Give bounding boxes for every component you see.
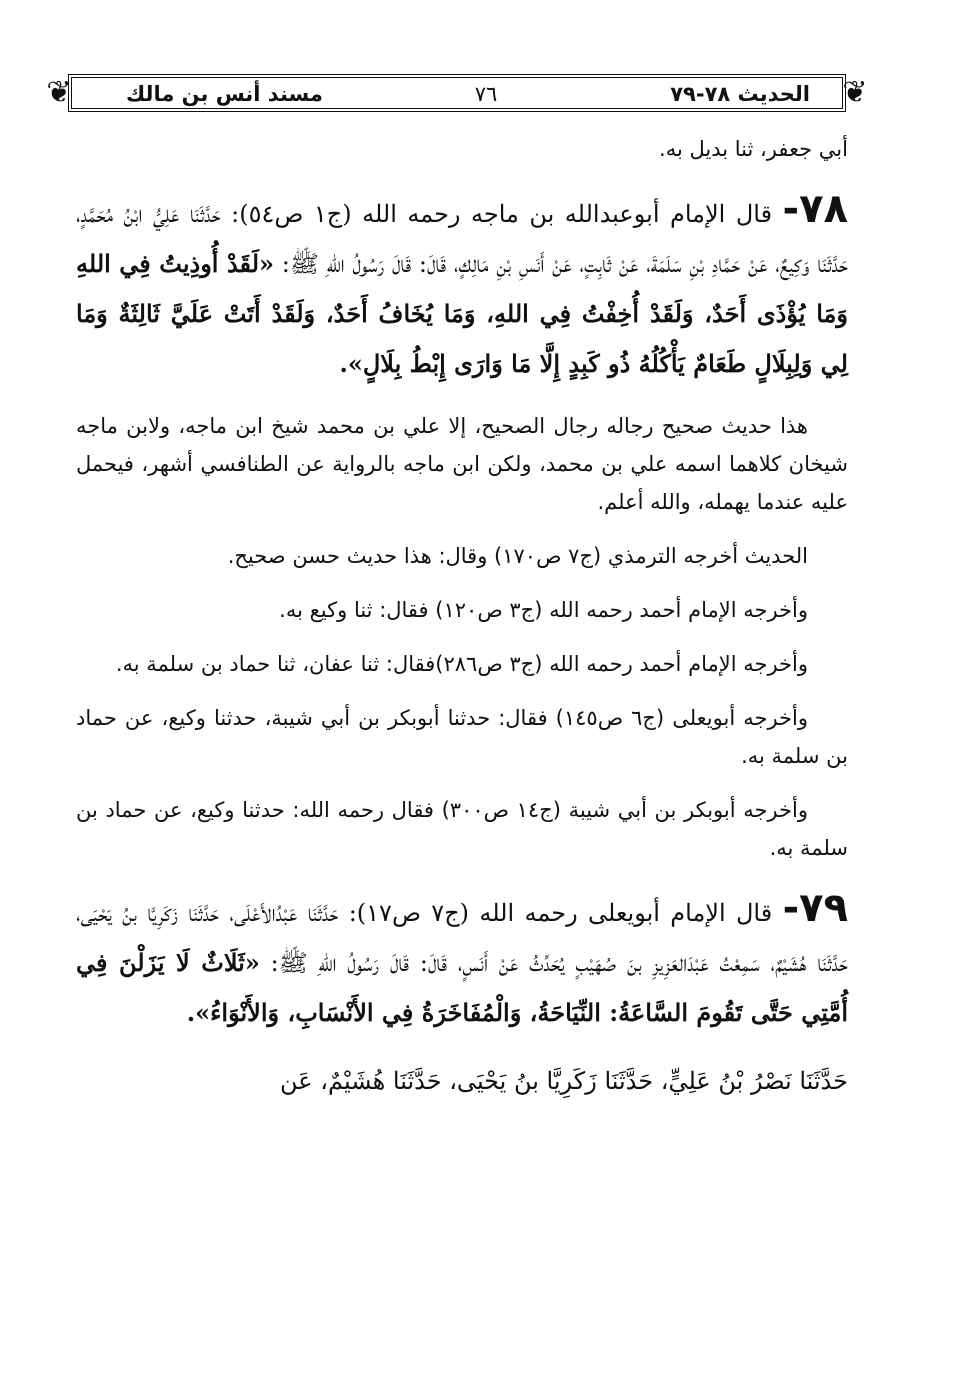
hadith-number-78: ٧٨- [782,186,848,232]
commentary-paragraph: الحديث أخرجه الترمذي (ج٧ ص١٧٠) وقال: هذا حديث حسن صحيح. [227,544,808,568]
commentary-paragraph: وأخرجه الإمام أحمد رحمه الله (ج٣ ص٢٨٦)فقال: ثنا عفان، ثنا حماد بن سلمة به. [115,652,808,676]
hadith-78-matn: «لَقَدْ أُوذِيتُ فِي اللهِ وَمَا يُؤْذَى أَحَدٌ، وَلَقَدْ أُخِفْتُ فِي اللهِ، وَمَا يُخَافُ أَحَدٌ، وَلَقَدْ أَتَتْ عَلَيَّ ثَالِثَةٌ وَمَا لِي وَلِبِلَالٍ طَعَامٌ يَأْكُلُهُ ذُو كَبِدٍ إِلَّا مَا وَارَى إِبْطُ بِلَالٍ». [76,249,848,378]
continuation-text: أبي جعفر، ثنا بديل به. [659,137,848,161]
hadith-78-isnad: قال الإمام أبوعبدالله بن ماجه رحمه الله (ج١ ص٥٤): حَدَّثَنَا عَلِيُّ ابْنُ مُحَمَّدٍ، حَدَّثَنَا وَكِيعٌ، عَنْ حَمَّادِ بْنِ سَلَمَةَ، عَنْ ثَابِتٍ، عَنْ أَنَسِ بْنِ مَالِكٍ، قَالَ: قَالَ رَسُولُ اللهِ ﷺ: [76,200,848,278]
commentary-paragraph: وأخرجه أبويعلى (ج٦ ص١٤٥) فقال: حدثنا أبوبكر بن أبي شيبة، حدثنا وكيع، عن حماد بن سلمة به. [76,706,848,768]
hadith-79 [76,883,848,1038]
commentary-paragraph: هذا حديث صحيح رجاله رجال الصحيح، إلا علي بن محمد شيخ ابن ماجه، ولابن ماجه شيخان كلاهما اسمه علي بن محمد، ولكن ابن ماجه بالرواية عن الطنافسي أشهر، فيحمل عليه عندما يهمله، والله أعلم. [76,414,848,514]
commentary-paragraph: وأخرجه الإمام أحمد رحمه الله (ج٣ ص١٢٠) فقال: ثنا وكيع به. [279,598,808,622]
ornament-icon-left: ❦ [46,75,72,110]
commentary-paragraph: وأخرجه أبوبكر بن أبي شيبة (ج١٤ ص٣٠٠) فقال رحمه الله: حدثنا وكيع، عن حماد بن سلمة به. [76,798,848,860]
hadith-79-matn: «ثَلَاثٌ لَا يَزَلْنَ فِي أُمَّتِي حَتَّى تَقُومَ السَّاعَةُ: النِّيَاحَةُ، وَالْمُفَاخَرَةُ فِي الأَنْسَابِ، وَالأَنْوَاءُ». [76,948,848,1027]
hadith-78 [76,184,848,389]
hadith-number-79: ٧٩- [782,885,848,931]
page-header [46,68,868,118]
header-hadith-range: الحديث ٧٨-٧٩ [670,82,810,106]
hadith-79-isnad: قال الإمام أبويعلى رحمه الله (ج٧ ص١٧): حَدَّثَنَا عَبْدُالأَعْلَى، حَدَّثَنَا زَكَرِيَّا بنُ يَحْيَى، حَدَّثَنَا هُشَيْمٌ، سَمِعْتُ عَبْدَالعَزِيزِ بنَ صُهَيْبٍ يُحَدِّثُ عَنْ أَنَسٍ، قَالَ: قَالَ رَسُولُ اللهِ ﷺ: [76,899,848,977]
last-line-text: حَدَّثَنَا نَصْرُ بْنُ عَلِيٍّ، حَدَّثَنَا زَكَرِيَّا بنُ يَحْيَى، حَدَّثَنَا هُشَيْمٌ، عَن [280,1067,848,1095]
page-body [76,130,848,1124]
page-number: ٧٦ [474,82,498,106]
header-book-title: مسند أنس بن مالك [126,82,323,106]
ornament-icon-right: ❦ [842,75,868,110]
